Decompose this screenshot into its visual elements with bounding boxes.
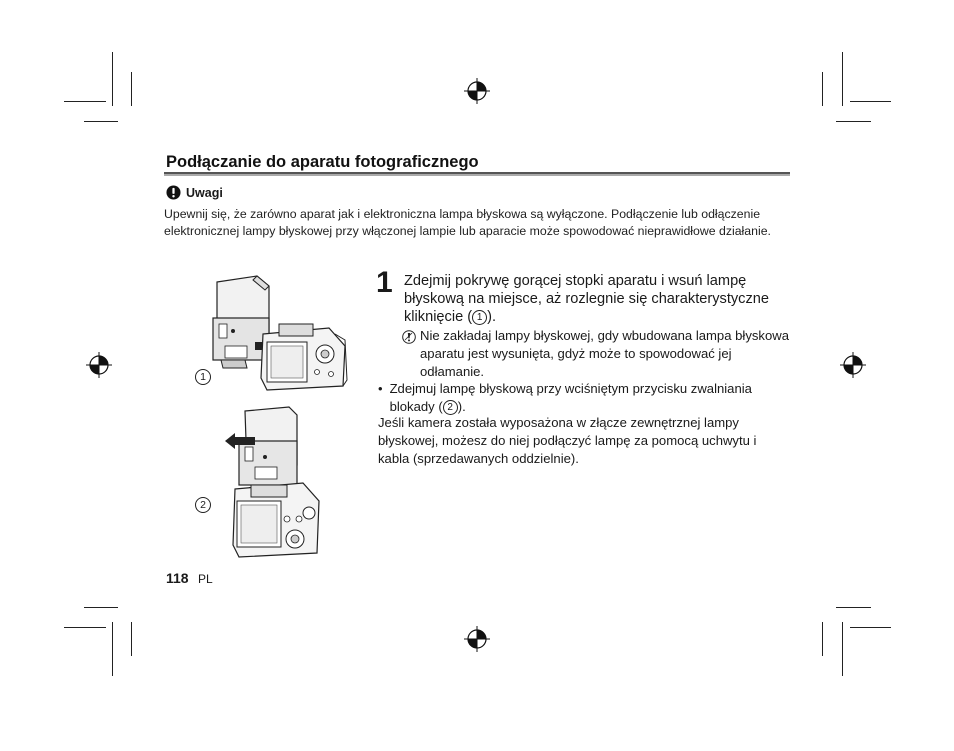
bullet-item bbox=[378, 380, 778, 416]
bullet-text bbox=[390, 380, 778, 416]
figure-label-2: 2 bbox=[195, 497, 211, 513]
registration-mark-icon bbox=[464, 626, 490, 652]
notes-text: Upewnij się, że zarówno aparat jak i elektroniczna lampa błyskowa są wyłączone. Podłączenie lub odłączenie elektronicznej lampy błyskowej przy włączonej lampie lub aparacie może spowodować nieprawidłowe działanie. bbox=[164, 207, 771, 239]
notes-heading bbox=[166, 185, 223, 200]
caution-icon bbox=[402, 330, 416, 344]
step-text-main: Zdejmij pokrywę gorącej stopki aparatu i wsuń lampę błyskową na miejsce, aż rozlegnie się charakterystyczne kliknięcie ( bbox=[404, 273, 770, 326]
bullet-marker: • bbox=[378, 381, 383, 396]
page-number: 118 bbox=[166, 570, 189, 586]
registration-mark-icon bbox=[86, 352, 112, 378]
title-underline-shade bbox=[164, 174, 790, 176]
bullet-text-end: ). bbox=[457, 399, 466, 414]
notes-label: Uwagi bbox=[186, 185, 223, 200]
section-title: Podłączanie do aparatu fotograficznego bbox=[166, 153, 479, 171]
flash-attach-illustration bbox=[195, 268, 350, 393]
exclamation-circle-icon bbox=[166, 185, 181, 200]
figure-label-1: 1 bbox=[195, 369, 211, 385]
page-language: PL bbox=[198, 572, 213, 586]
bullet-ref-2: 2 bbox=[443, 400, 458, 415]
bullet-text-main: Zdejmuj lampę błyskową przy wciśniętym przycisku zwalniania blokady ( bbox=[389, 381, 752, 414]
step-warning bbox=[402, 327, 792, 381]
step-ref-1: 1 bbox=[472, 310, 487, 325]
registration-mark-icon bbox=[464, 78, 490, 104]
extra-info-text: Jeśli kamera została wyposażona w złącze zewnętrznej lampy błyskowej, możesz do niej podłączyć lampę za pomocą uchwytu i kabla (sprzedawanych oddzielnie). bbox=[378, 415, 757, 466]
step-text bbox=[404, 272, 789, 327]
step-number: 1 bbox=[376, 266, 393, 299]
flash-remove-illustration bbox=[225, 405, 325, 563]
step-text-end: ). bbox=[487, 309, 497, 326]
warning-text: Nie zakładaj lampy błyskowej, gdy wbudowana lampa błyskowa aparatu jest wysunięta, gdyż może to spowodować jej odłamanie. bbox=[420, 328, 789, 379]
registration-mark-icon bbox=[840, 352, 866, 378]
